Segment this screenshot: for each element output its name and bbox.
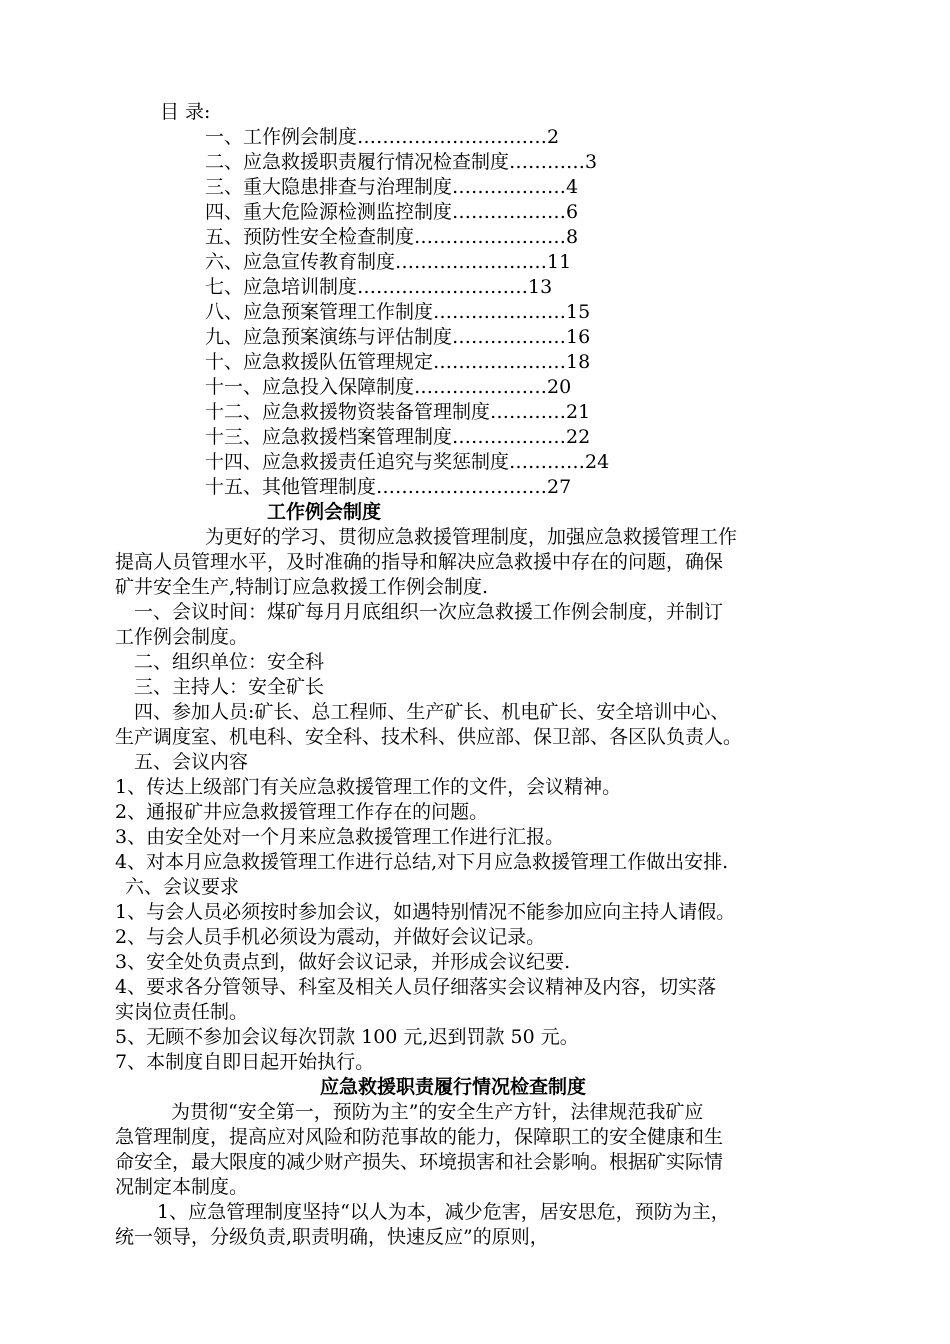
toc-item: 十二、应急救援物资装备管理制度…………21 xyxy=(205,401,591,423)
paragraph-line: 命安全，最大限度的减少财产损失、环境损害和社会影响。根据矿实际情 xyxy=(115,1151,724,1173)
paragraph-line: 一、会议时间：煤矿每月月底组织一次应急救援工作例会制度，并制订 xyxy=(134,601,724,623)
toc-item: 二、应急救援职责履行情况检查制度…………3 xyxy=(205,151,598,173)
toc-item: 六、应急宣传教育制度……………………11 xyxy=(205,251,572,273)
list-item: 实岗位责任制。 xyxy=(115,1001,249,1023)
list-item: 1、传达上级部门有关应急救援管理工作的文件，会议精神。 xyxy=(115,776,622,798)
paragraph-line: 为更好的学习、贯彻应急救援管理制度，加强应急救援管理工作 xyxy=(205,526,738,548)
toc-item: 三、重大隐患排查与治理制度………………4 xyxy=(205,176,579,198)
toc-item: 十五、其他管理制度………………………27 xyxy=(205,476,572,498)
toc-item: 九、应急预案演练与评估制度………………16 xyxy=(205,326,591,348)
list-item: 1、与会人员必须按时参加会议，如遇特别情况不能参加应向主持人请假。 xyxy=(115,901,736,923)
toc-item: 五、预防性安全检查制度……………………8 xyxy=(205,226,579,248)
list-item: 3、由安全处对一个月来应急救援管理工作进行汇报。 xyxy=(115,826,565,848)
list-item: 7、本制度自即日起开始执行。 xyxy=(115,1051,375,1073)
table-of-contents xyxy=(205,125,609,500)
toc-item: 十、应急救援队伍管理规定…………………18 xyxy=(205,351,591,373)
paragraph-line: 提高人员管理水平，及时准确的指导和解决应急救援中存在的问题，确保 xyxy=(115,551,724,573)
document-body xyxy=(115,500,845,1250)
toc-title: 目 录: xyxy=(160,101,211,123)
paragraph-line: 矿井安全生产,特制订应急救援工作例会制度. xyxy=(115,576,489,598)
list-item: 5、无顾不参加会议每次罚款 100 元,迟到罚款 50 元。 xyxy=(115,1026,579,1048)
subheading: 五、会议内容 xyxy=(134,751,249,773)
toc-item: 十三、应急救援档案管理制度………………22 xyxy=(205,426,591,448)
paragraph-line: 况制定本制度。 xyxy=(115,1176,249,1198)
list-item: 2、与会人员手机必须设为震动，并做好会议记录。 xyxy=(115,926,546,948)
list-item: 4、要求各分管领导、科室及相关人员仔细落实会议精神及内容，切实落 xyxy=(115,976,717,998)
toc-item: 七、应急培训制度………………………13 xyxy=(205,276,553,298)
paragraph-line: 二、组织单位：安全科 xyxy=(134,651,325,673)
paragraph-line: 1、应急管理制度坚持“以人为本，减少危害，居安思危，预防为主， xyxy=(157,1201,730,1223)
paragraph-line: 统一领导，分级负责,职责明确，快速反应”的原则， xyxy=(115,1226,549,1248)
toc-item: 四、重大危险源检测监控制度………………6 xyxy=(205,201,579,223)
list-item: 3、安全处负责点到，做好会议记录，并形成会议纪要. xyxy=(115,951,571,973)
paragraph-line: 急管理制度，提高应对风险和防范事故的能力，保障职工的安全健康和生 xyxy=(115,1126,724,1148)
list-item: 4、对本月应急救援管理工作进行总结,对下月应急救援管理工作做出安排. xyxy=(115,851,729,873)
subheading: 六、会议要求 xyxy=(125,876,240,898)
toc-item: 八、应急预案管理工作制度…………………15 xyxy=(205,301,591,323)
toc-item: 一、工作例会制度…………………………2 xyxy=(205,126,560,148)
paragraph-line: 工作例会制度。 xyxy=(115,626,249,648)
paragraph-line: 生产调度室、机电科、安全科、技术科、供应部、保卫部、各区队负责人。 xyxy=(115,726,743,748)
section-title: 应急救援职责履行情况检查制度 xyxy=(320,1076,587,1098)
toc-item: 十四、应急救援责任追究与奖惩制度…………24 xyxy=(205,451,610,473)
paragraph-line: 为贯彻“安全第一，预防为主”的安全生产方针，法律规范我矿应 xyxy=(171,1101,704,1123)
paragraph-line: 三、主持人：安全矿长 xyxy=(134,676,325,698)
list-item: 2、通报矿井应急救援管理工作存在的问题。 xyxy=(115,801,489,823)
section-title: 工作例会制度 xyxy=(267,501,382,523)
paragraph-line: 四、参加人员:矿长、总工程师、生产矿长、机电矿长、安全培训中心、 xyxy=(134,701,730,723)
toc-item: 十一、应急投入保障制度…………………20 xyxy=(205,376,572,398)
